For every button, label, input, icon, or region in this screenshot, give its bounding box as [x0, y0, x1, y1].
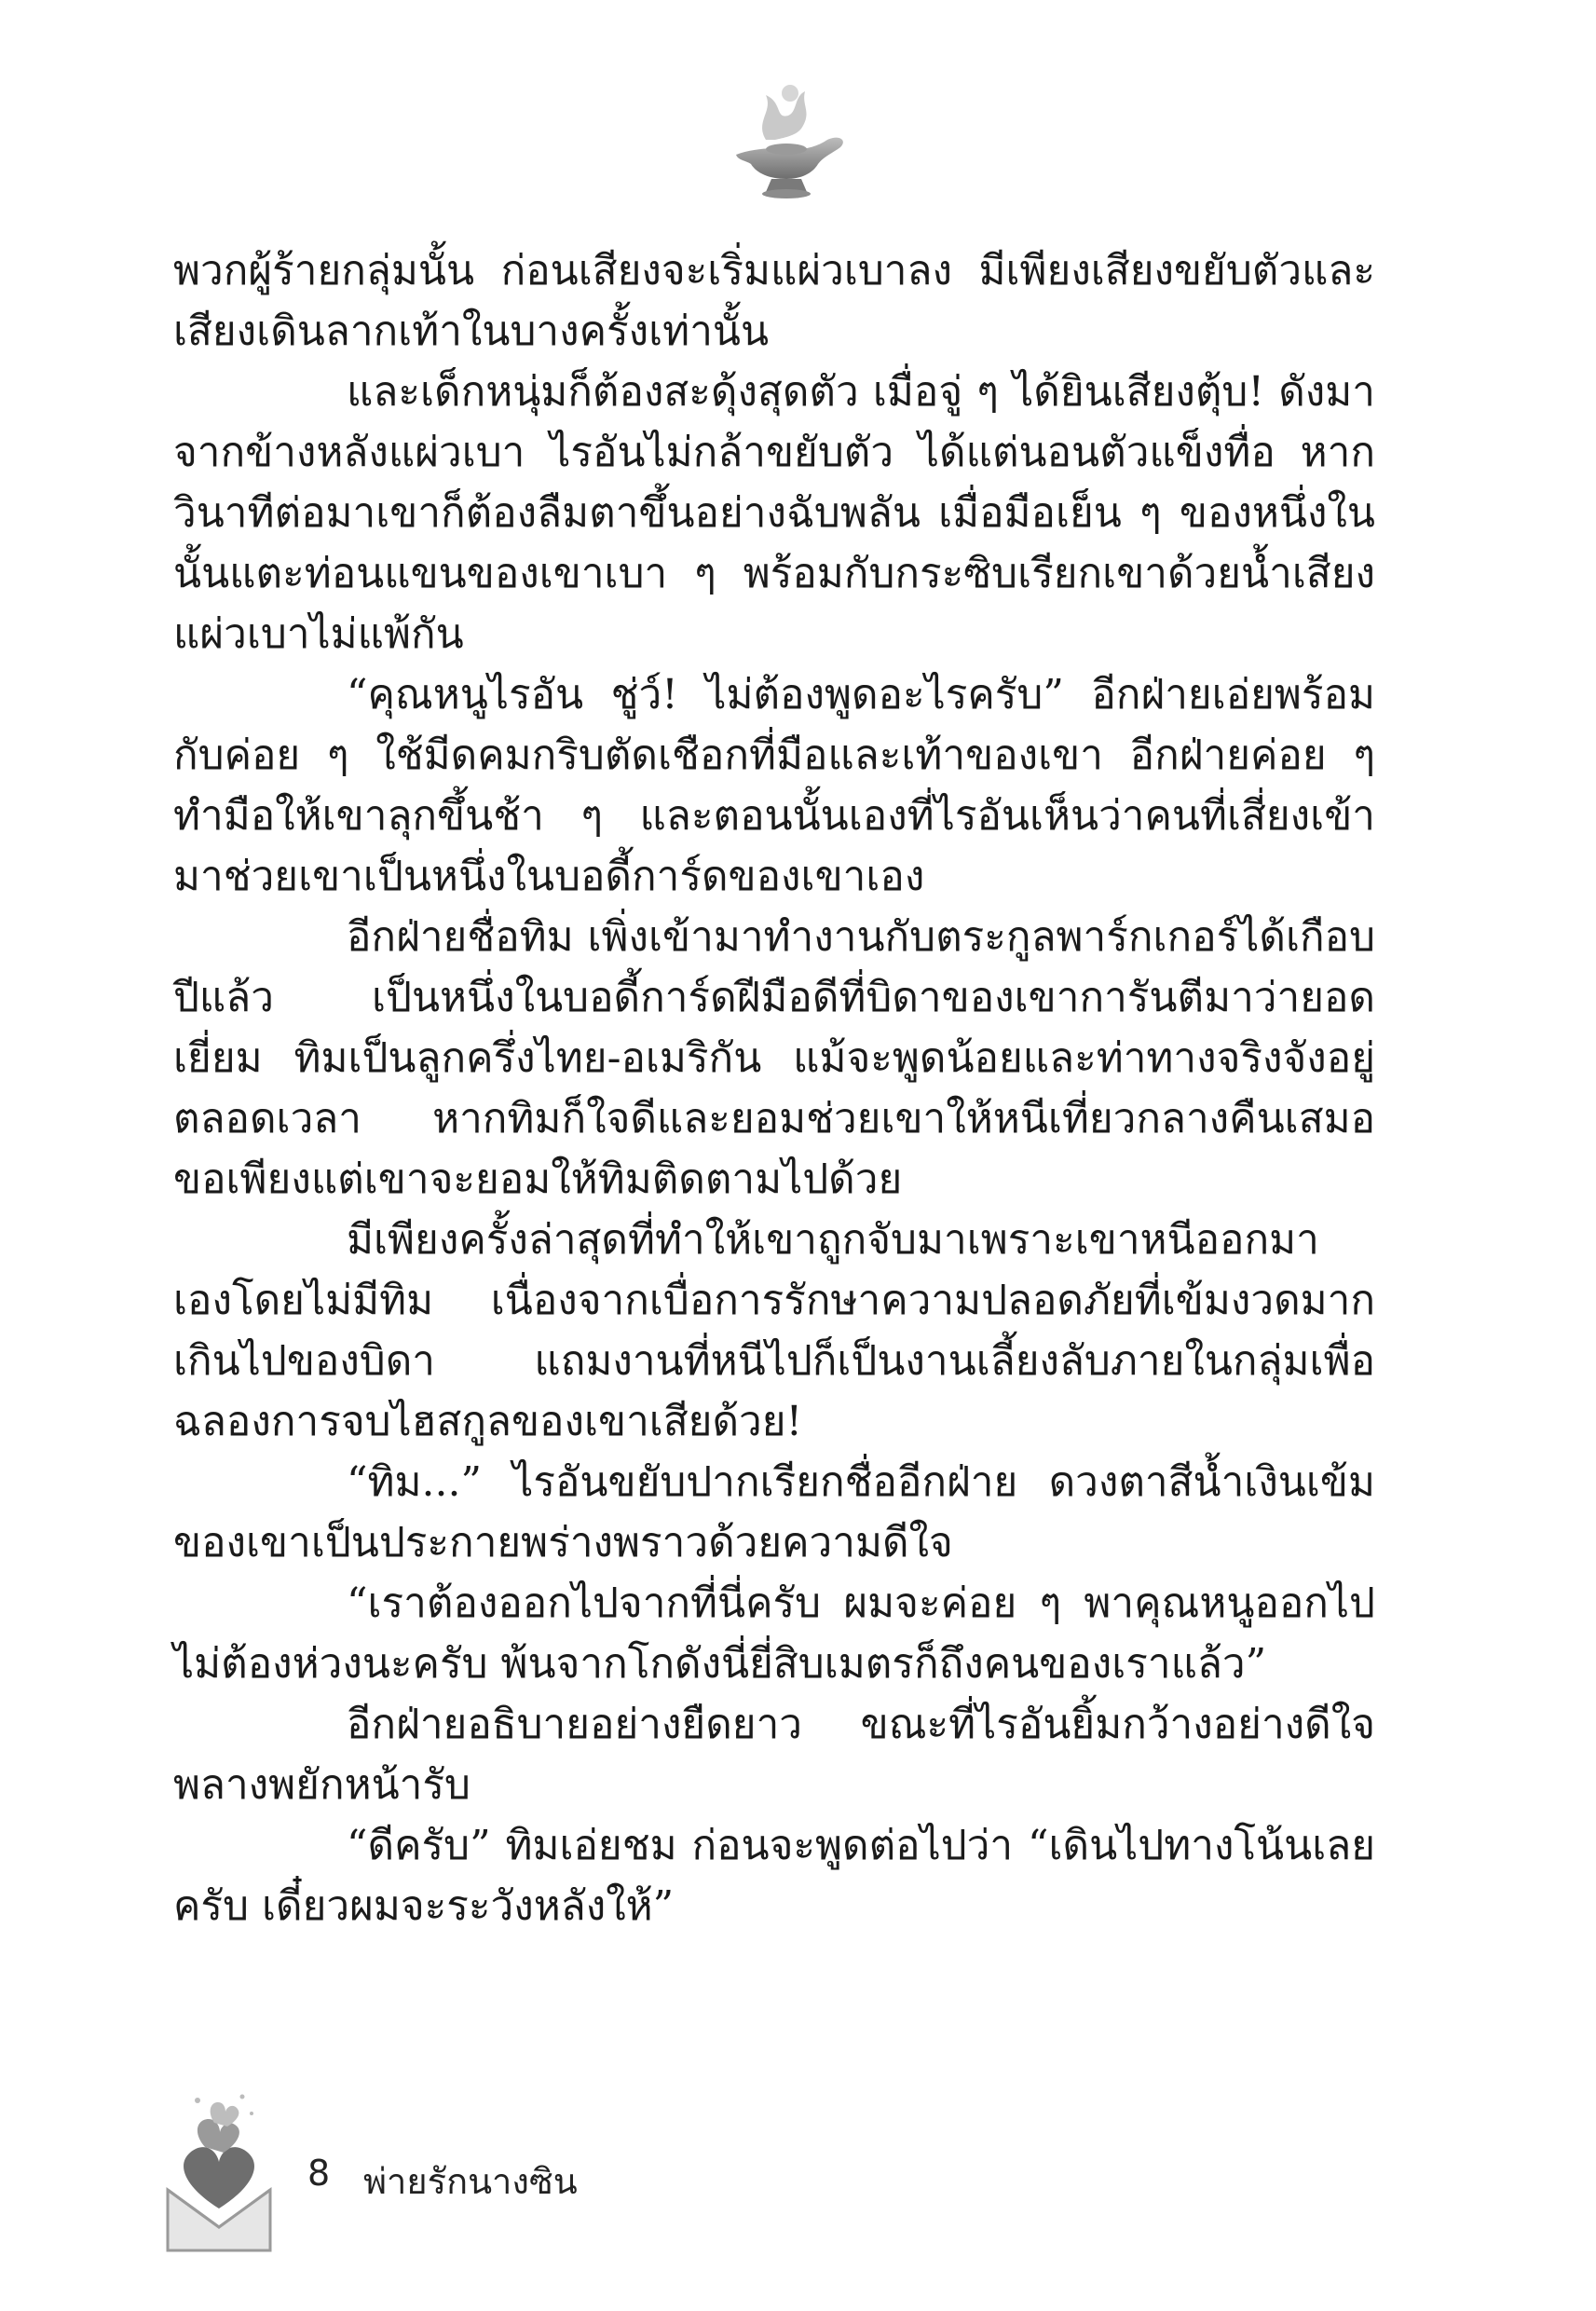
paragraph: “เราต้องออกไปจากที่นี่ครับ ผมจะค่อย ๆ พาคุณหนูออกไป ไม่ต้องห่วงนะครับ พ้นจากโกดังนี่ยี่สิบเมตรก็ถึงคนของเราแล้ว” [173, 1579, 1375, 1688]
paragraph: อีกฝ่ายอธิบายอย่างยืดยาว ขณะที่ไรอันยิ้มกว้างอย่างดีใจพลางพยักหน้ารับ [173, 1701, 1375, 1809]
page-number: 8 [307, 2153, 331, 2194]
body-text [173, 240, 1375, 1936]
paragraph: มีเพียงครั้งล่าสุดที่ทำให้เขาถูกจับมาเพราะเขาหนีออกมาเองโดยไม่มีทิม เนื่องจากเบื่อการรักษาความปลอดภัยที่เข้มงวดมากเกินไปของบิดา แถมงานที่หนีไปก็เป็นงานเลี้ยงลับภายในกลุ่มเพื่อฉลองการจบไฮสกูลของเขาเสียด้วย! [173, 1216, 1375, 1445]
paragraph: “ดีครับ” ทิมเอ่ยชม ก่อนจะพูดต่อไปว่า “เดินไปทางโน้นเลยครับ เดี๋ยวผมจะระวังหลังให้” [173, 1822, 1375, 1930]
book-title: พ่ายรักนางซิน [363, 2161, 578, 2202]
paragraph: อีกฝ่ายชื่อทิม เพิ่งเข้ามาทำงานกับตระกูลพาร์กเกอร์ได้เกือบปีแล้ว เป็นหนึ่งในบอดี้การ์ดฝีมือดีที่บิดาของเขาการันตีมาว่ายอดเยี่ยม ทิมเป็นลูกครึ่งไทย-อเมริกัน แม้จะพูดน้อยและท่าทางจริงจังอยู่ตลอดเวลา หากทิมก็ใจดีและยอมช่วยเขาให้หนีเที่ยวกลางคืนเสมอ ขอเพียงแต่เขาจะยอมให้ทิมติดตามไปด้วย [173, 913, 1375, 1203]
paragraph: พวกผู้ร้ายกลุ่มนั้น ก่อนเสียงจะเริ่มแผ่วเบาลง มีเพียงเสียงขยับตัวและเสียงเดินลากเท้าในบางครั้งเท่านั้น [173, 247, 1375, 355]
paragraph: “คุณหนูไรอัน ชู่ว์! ไม่ต้องพูดอะไรครับ” อีกฝ่ายเอ่ยพร้อมกับค่อย ๆ ใช้มีดคมกริบตัดเชือกที่มือและเท้าของเขา อีกฝ่ายค่อย ๆ ทำมือให้เขาลุกขึ้นช้า ๆ และตอนนั้นเองที่ไรอันเห็นว่าคนที่เสี่ยงเข้ามาช่วยเขาเป็นหนึ่งในบอดี้การ์ดของเขาเอง [173, 671, 1375, 900]
genie-lamp-icon [708, 75, 857, 214]
paragraph: “ทิม...” ไรอันขยับปากเรียกชื่ออีกฝ่าย ดวงตาสีน้ำเงินเข้มของเขาเป็นประกายพร่างพราวด้วยความดีใจ [173, 1458, 1375, 1566]
page-footer [149, 2087, 801, 2274]
heart-envelope-icon [149, 2087, 289, 2255]
paragraph: และเด็กหนุ่มก็ต้องสะดุ้งสุดตัว เมื่อจู่ ๆ ได้ยินเสียงตุ้บ! ดังมาจากข้างหลังแผ่วเบา ไรอันไม่กล้าขยับตัว ได้แต่นอนตัวแข็งทื่อ หากวินาทีต่อมาเขาก็ต้องลืมตาขึ้นอย่างฉับพลัน เมื่อมือเย็น ๆ ของหนึ่งในนั้นแตะท่อนแขนของเขาเบา ๆ พร้อมกับกระซิบเรียกเขาด้วยน้ำเสียงแผ่วเบาไม่แพ้กัน [173, 368, 1375, 658]
